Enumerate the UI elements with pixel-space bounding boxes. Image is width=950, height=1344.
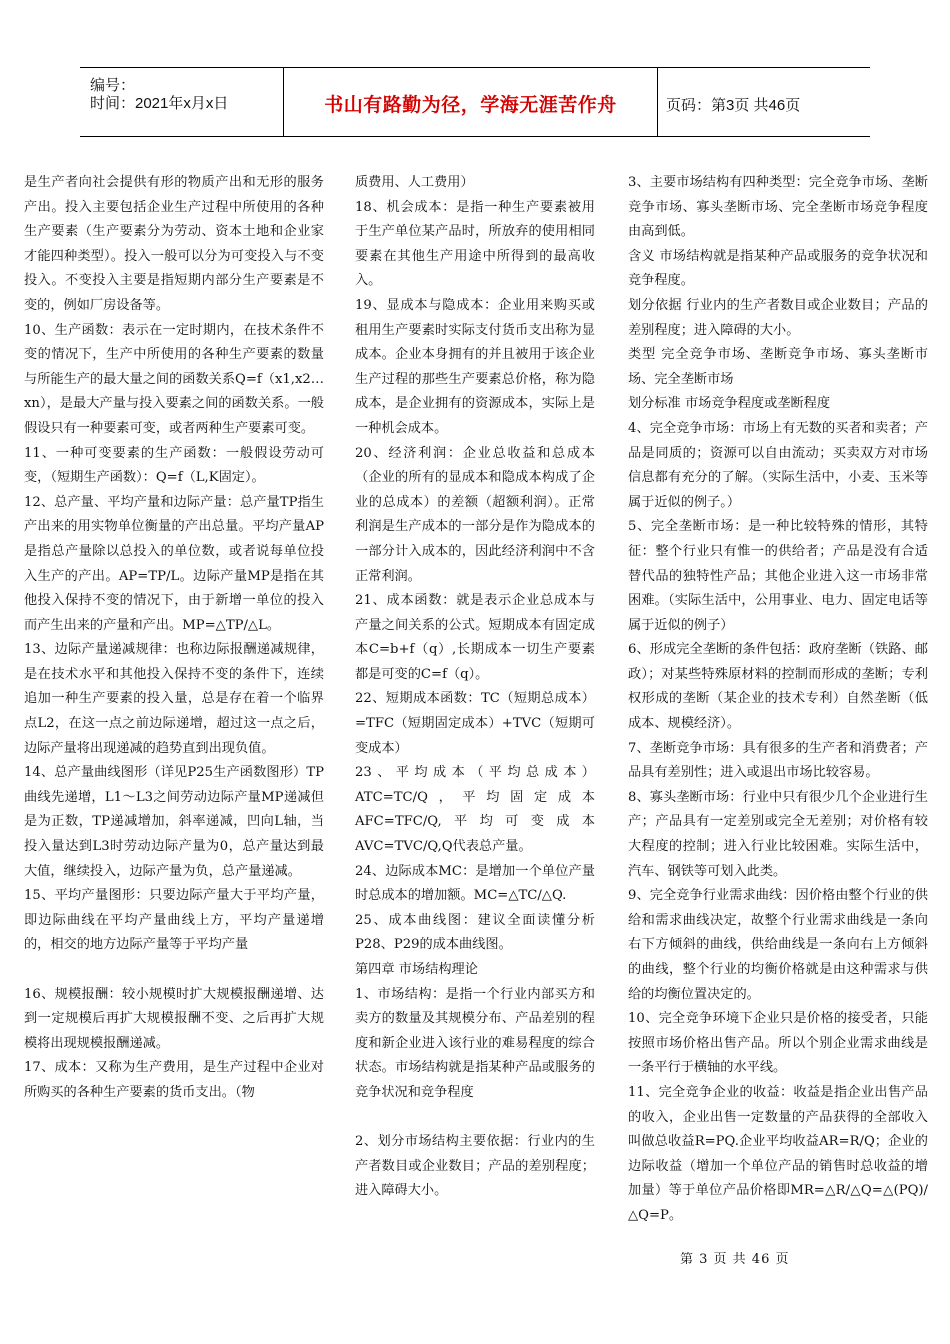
paragraph: 15、平均产量图形：只要边际产量大于平均产量，即边际曲线在平均产量曲线上方，平均产量递增的，相交的地方边际产量等于平均产量 bbox=[24, 888, 324, 953]
header-page-number: 页码：第3页 共46页 bbox=[666, 97, 801, 114]
paragraph: 质费用、人工费用） bbox=[355, 175, 474, 190]
text-column-right bbox=[628, 171, 928, 1229]
paragraph bbox=[355, 1106, 595, 1131]
paragraph: 划分标准 市场竞争程度或垄断程度 bbox=[628, 396, 831, 412]
paragraph: 8、寡头垄断市场：行业中只有很少几个企业进行生产；产品具有一定差别或完全无差别；对价格有较大程度的控制；进入行业比较困难。实际生活中，汽车、钢铁等可划入此类。 bbox=[628, 789, 928, 879]
header-page-cell bbox=[658, 68, 870, 136]
paragraph: 20、经济利润：企业总收益和总成本（企业的所有的显成本和隐成本构成了企业的总成本）的差额（超额利润）。正常利润是生产成本的一部分是作为隐成本的一部分计入成本的，因此经济利润中不含正常利润。 bbox=[355, 445, 595, 584]
page-header bbox=[80, 67, 870, 137]
paragraph bbox=[24, 958, 324, 983]
paragraph: 9、完全竞争行业需求曲线：因价格由整个行业的供给和需求曲线决定，故整个行业需求曲线是一条向右下方倾斜的曲线，供给曲线是一条向右上方倾斜的曲线，整个行业的均衡价格就是由这种需求与供给的均衡位置决定的。 bbox=[628, 888, 928, 1002]
paragraph: 23、平均成本（平均总成本）ATC=TC/Q，平均固定成本AFC=TFC/Q,平均可变成本AVC=TVC/Q,Q代表总产量。 bbox=[355, 765, 595, 855]
paragraph: 21、成本函数：就是表示企业总成本与产量之间关系的公式。短期成本有固定成本C=b+f（q）,长期成本一切生产要素都是可变的C=f（q）。 bbox=[355, 593, 595, 682]
header-motto-cell bbox=[284, 68, 658, 136]
paragraph: 划分依据 行业内的生产者数目或企业数目；产品的差别程度；进入障碍的大小。 bbox=[628, 297, 928, 338]
paragraph: 14、总产量曲线图形（详见P25生产函数图形）TP曲线先递增，L1～L3之间劳动边际产量MP递减但是为正数，TP递减增加，斜率递减，凹向L轴，当投入量达到L3时劳动边际产量为0，总产量达到最大值，继续投入，边际产量为负，总产量递减。 bbox=[24, 765, 324, 879]
paragraph: 22、短期成本函数：TC（短期总成本）=TFC（短期固定成本）+TVC（短期可变成本） bbox=[355, 691, 595, 756]
paragraph: 2、划分市场结构主要依据：行业内的生产者数目或企业数目；产品的差别程度；进入障碍大小。 bbox=[355, 1134, 595, 1199]
paragraph: 5、完全垄断市场：是一种比较特殊的情形，其特征：整个行业只有惟一的供给者；产品是没有合适替代品的独特性产品；其他企业进入这一市场非常困难。（实际生活中，公用事业、电力、固定电话等属于近似的例子） bbox=[628, 519, 928, 633]
text-column-middle bbox=[355, 171, 595, 1204]
page-footer: 第 3 页 共 46 页 bbox=[680, 1252, 790, 1267]
paragraph: 16、规模报酬：较小规模时扩大规模报酬递增、达到一定规模后再扩大规模报酬不变、之后再扩大规模将出现规模报酬递减。 bbox=[24, 986, 324, 1051]
paragraph: 13、边际产量递减规律：也称边际报酬递减规律，是在技术水平和其他投入保持不变的条件下，连续追加一种生产要素的投入量，总是存在着一个临界点L2，在这一点之前边际递增，超过这一点之后，边际产量将出现递减的趋势直到出现负值。 bbox=[24, 642, 324, 756]
header-motto: 书山有路勤为径，学海无涯苦作舟 bbox=[324, 94, 617, 116]
paragraph: 18、机会成本：是指一种生产要素被用于生产单位某产品时，所放弃的使用相同要素在其他生产用途中所得到的最高收入。 bbox=[355, 199, 595, 289]
text-column-left bbox=[24, 171, 324, 1106]
paragraph: 19、显成本与隐成本：企业用来购买或租用生产要素时实际支付货币支出称为显成本。企业本身拥有的并且被用于该企业生产过程的那些生产要素总价格，称为隐成本，是企业拥有的资源成本，实际上是一种机会成本。 bbox=[355, 297, 595, 436]
paragraph: 1、市场结构：是指一个行业内部买方和卖方的数量及其规模分布、产品差别的程度和新企业进入该行业的难易程度的综合状态。市场结构就是指某种产品或服务的竞争状况和竞争程度 bbox=[355, 986, 595, 1100]
paragraph: 6、形成完全垄断的条件包括：政府垄断（铁路、邮政）；对某些特殊原材料的控制而形成的垄断；专利权形成的垄断（某企业的技术专利）自然垄断（低成本、规模经济）。 bbox=[628, 642, 928, 732]
paragraph: 17、成本：又称为生产费用，是生产过程中企业对所购买的各种生产要素的货币支出。（物 bbox=[24, 1060, 324, 1100]
document-time-label: 时间：2021年x月x日 bbox=[90, 95, 229, 112]
paragraph: 类型 完全竞争市场、垄断竞争市场、寡头垄断市场、完全垄断市场 bbox=[628, 347, 928, 387]
paragraph: 是生产者向社会提供有形的物质产出和无形的服务产出。投入主要包括企业生产过程中所使用的各种生产要素（生产要素分为劳动、资本土地和企业家才能四种类型）。投入一般可以分为可变投入与不变投入。不变投入主要是指短期内部分生产要素是不变的，例如厂房设备等。 bbox=[24, 175, 324, 313]
paragraph: 4、完全竞争市场：市场上有无数的买者和卖者；产品是同质的；资源可以自由流动；买卖双方对市场信息都有充分的了解。（实际生活中，小麦、玉米等属于近似的例子。） bbox=[628, 420, 928, 510]
paragraph: 7、垄断竞争市场：具有很多的生产者和消费者；产品具有差别性；进入或退出市场比较容易。 bbox=[628, 740, 928, 781]
paragraph: 24、边际成本MC：是增加一个单位产量时总成本的增加额。MC=△TC/△Q. bbox=[355, 863, 595, 904]
paragraph: 3、主要市场结构有四种类型：完全竞争市场、垄断竞争市场、寡头垄断市场、完全垄断市场竞争程度由高到低。 bbox=[628, 175, 928, 240]
paragraph: 11、完全竞争企业的收益：收益是指企业出售产品的收入，企业出售一定数量的产品获得的全部收入叫做总收益R=PQ.企业平均收益AR=R/Q；企业的边际收益（增加一个单位产品的销售时总收益的增加量）等于单位产品价格即MR=△R/△Q=△(PQ)/△Q=P。 bbox=[628, 1084, 928, 1223]
paragraph: 10、生产函数：表示在一定时期内，在技术条件不变的情况下，生产中所使用的各种生产要素的数量与所能生产的最大量之间的函数关系Q=f（x1,x2…xn），是最大产量与投入要素之间的函数关系。一般假设只有一种要素可变，或者两种生产要素可变。 bbox=[24, 322, 324, 436]
paragraph: 12、总产量、平均产量和边际产量：总产量TP指生产出来的用实物单位衡量的产出总量。平均产量AP是指总产量除以总投入的单位数，或者说每单位投入生产的产出。AP=TP/L。边际产量MP是指在其他投入保持不变的情况下，由于新增一单位的投入而产生出来的产量和产出。MP=△TP/△L。 bbox=[24, 494, 324, 633]
paragraph: 25、成本曲线图：建议全面读懂分析P28、P29的成本曲线图。 bbox=[355, 912, 595, 953]
paragraph: 第四章 市场结构理论 bbox=[355, 962, 478, 977]
header-info-cell bbox=[80, 68, 284, 136]
paragraph: 含义 市场结构就是指某种产品或服务的竞争状况和竞争程度。 bbox=[628, 248, 928, 289]
paragraph: 10、完全竞争环境下企业只是价格的接受者，只能按照市场价格出售产品。所以个别企业需求曲线是一条平行于横轴的水平线。 bbox=[628, 1011, 928, 1076]
document-id-label: 编号： bbox=[90, 77, 136, 94]
paragraph: 11、一种可变要素的生产函数：一般假设劳动可变，（短期生产函数）：Q=f（L,K固定）。 bbox=[24, 445, 324, 486]
